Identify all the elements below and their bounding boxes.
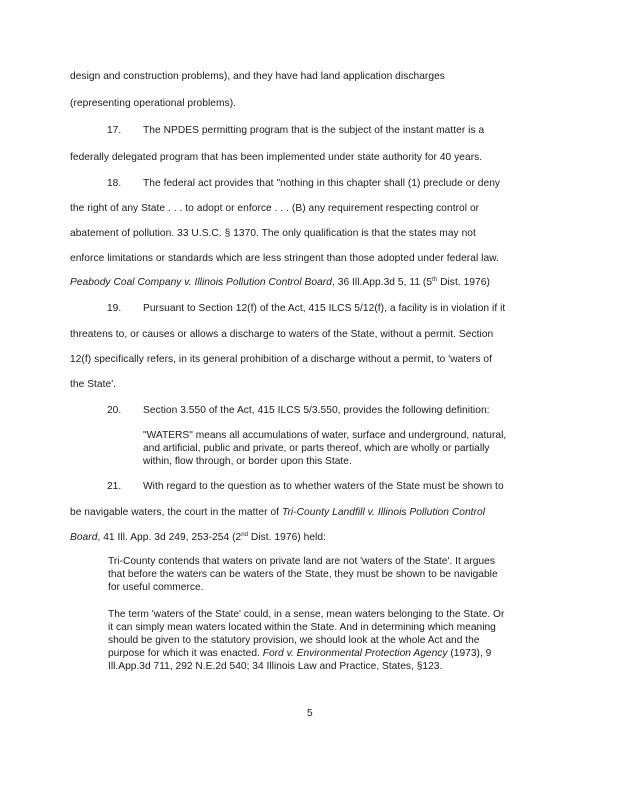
paragraph-21-number: 21. <box>107 481 122 492</box>
court-quote-line-4: purpose for which it was enacted. Ford v. Environmental Protection Agency (1973), 9 <box>108 648 492 659</box>
continuation-line-2: (representing operational problems). <box>70 98 237 109</box>
tri-county-quote-line-2: that before the waters can be waters of the State, they must be shown to be navigable <box>108 569 498 580</box>
court-quote-line-2: it can simply mean waters located within the State. And in determining which meaning <box>108 622 496 633</box>
waters-definition-line-2: and artificial, public and private, or parts thereof, which are wholly or partially <box>143 443 490 454</box>
paragraph-20-number: 20. <box>107 405 122 416</box>
page-number: 5 <box>307 708 313 719</box>
paragraph-18-line-2: the right of any State . . . to adopt or enforce . . . (B) any requirement respecting control or <box>70 203 480 214</box>
paragraph-19-line-4: the State'. <box>70 379 117 390</box>
paragraph-19-line-3: 12(f) specifically refers, in its general prohibition of a discharge without a permit, to 'waters of <box>70 354 492 365</box>
court-quote-line-5: Ill.App.3d 711, 292 N.E.2d 540; 34 Illinois Law and Practice, States, §123. <box>108 661 443 672</box>
peabody-case-name: Peabody Coal Company v. Illinois Pollution Control Board <box>70 277 332 288</box>
paragraph-18-line-3: abatement of pollution. 33 U.S.C. § 1370. The only qualification is that the states may not <box>70 228 476 239</box>
paragraph-18-citation: Peabody Coal Company v. Illinois Pollution Control Board, 36 Ill.App.3d 5, 11 (5th Dist. 1976) <box>70 277 490 288</box>
tri-county-quote-line-3: for useful commerce. <box>108 582 204 593</box>
waters-definition-line-1: "WATERS" means all accumulations of water, surface and underground, natural, <box>143 430 507 441</box>
paragraph-20-intro: Section 3.550 of the Act, 415 ILCS 5/3.550, provides the following definition: <box>143 405 490 416</box>
tri-county-case-name: Tri-County Landfill v. Illinois Pollution Control <box>281 507 486 518</box>
continuation-line-1: design and construction problems), and they have had land application discharges <box>70 71 445 82</box>
paragraph-21-line-3: Board, 41 Ill. App. 3d 249, 253-254 (2nd Dist. 1976) held: <box>70 532 326 543</box>
court-quote-line-1: The term 'waters of the State' could, in a sense, mean waters belonging to the State. Or <box>108 609 505 620</box>
paragraph-17-line-1: The NPDES permitting program that is the subject of the instant matter is a <box>143 125 485 136</box>
waters-definition-line-3: within, flow through, or border upon this State. <box>143 456 352 467</box>
paragraph-18-line-1: The federal act provides that "nothing in this chapter shall (1) preclude or deny <box>143 178 501 189</box>
paragraph-19-line-1: Pursuant to Section 12(f) of the Act, 415 ILCS 5/12(f), a facility is in violation if it <box>143 303 506 314</box>
court-quote-line-3: should be given to the statutory provision, we should look at the whole Act and the <box>108 635 480 646</box>
paragraph-21-line-1: With regard to the question as to whether waters of the State must be shown to <box>143 481 504 492</box>
paragraph-17-number: 17. <box>107 125 122 136</box>
paragraph-21-line-2: be navigable waters, the court in the matter of Tri-County Landfill v. Illinois Pollution Control <box>70 507 486 518</box>
paragraph-17-line-2: federally delegated program that has been implemented under state authority for 40 years. <box>70 152 483 163</box>
paragraph-18-number: 18. <box>107 178 122 189</box>
paragraph-19-line-2: threatens to, or causes or allows a discharge to waters of the State, without a permit. Section <box>70 329 494 340</box>
ford-case-name: Ford v. Environmental Protection Agency <box>262 648 448 659</box>
paragraph-18-line-4: enforce limitations or standards which are less stringent than those adopted under federal law. <box>70 253 499 264</box>
paragraph-19-number: 19. <box>107 303 122 314</box>
tri-county-quote-line-1: Tri-County contends that waters on private land are not 'waters of the State'. It argues <box>108 556 495 567</box>
